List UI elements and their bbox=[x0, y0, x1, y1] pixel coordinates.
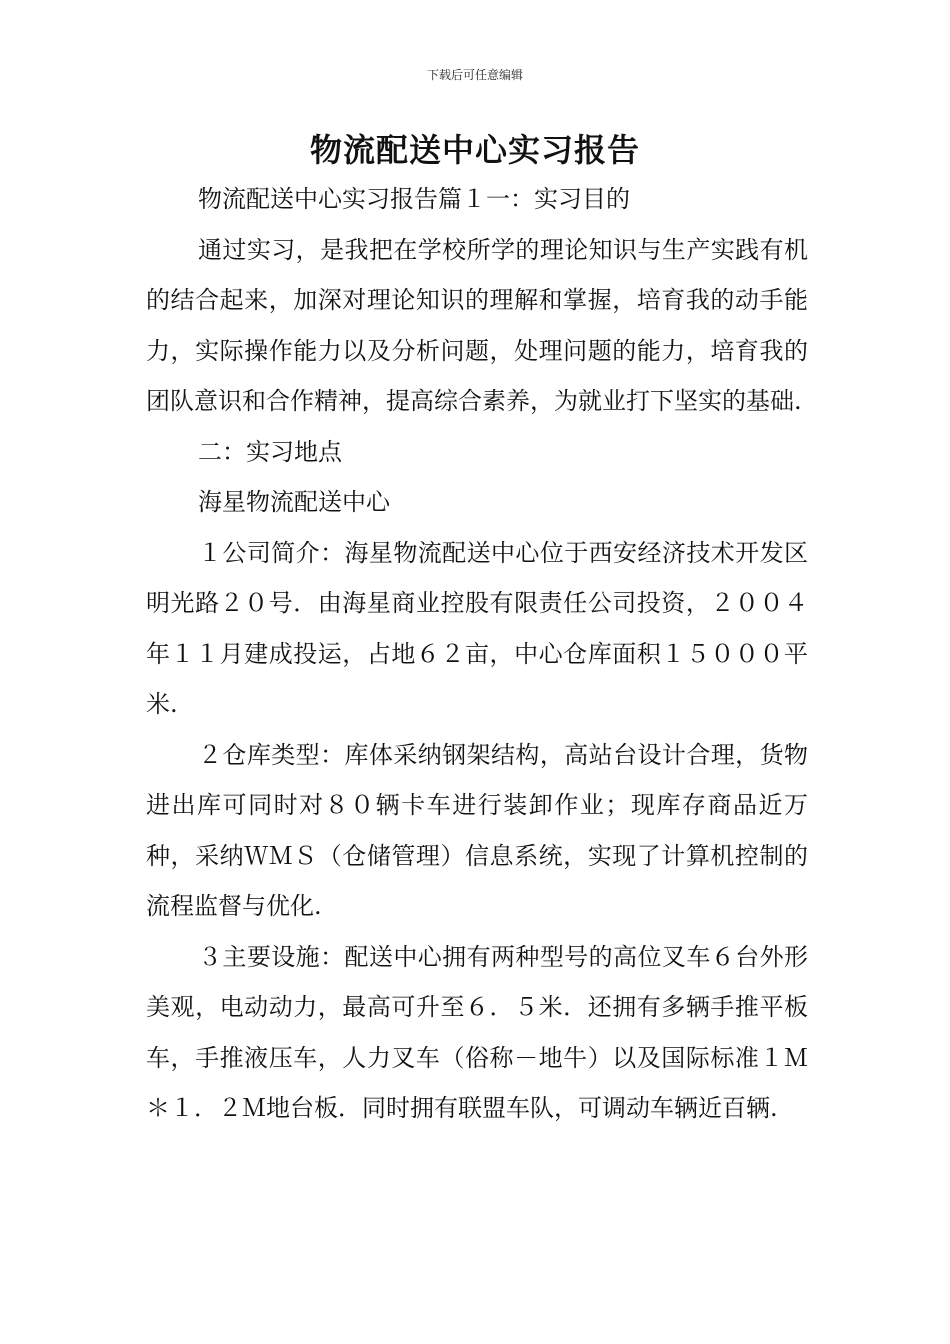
paragraph-warehouse-type: ２仓库类型：库体采纳钢架结构，高站台设计合理，货物进出库可同时对８０辆卡车进行装卸作业；现库存商品近万种，采纳ＷＭＳ（仓储管理）信息系统，实现了计算机控制的流程监督与优化. bbox=[146, 740, 808, 920]
section-heading-purpose: 物流配送中心实习报告篇１一：实习目的 bbox=[198, 185, 630, 213]
paragraph-purpose: 通过实习，是我把在学校所学的理论知识与生产实践有机的结合起来，加深对理论知识的理解和掌握，培育我的动手能力，实际操作能力以及分析问题，处理问题的能力，培育我的团队意识和合作精神，提高综合素养，为就业打下坚实的基础. bbox=[146, 235, 808, 415]
section-heading-location: 二：实习地点 bbox=[198, 437, 342, 466]
paragraph-main-facilities: ３主要设施：配送中心拥有两种型号的高位叉车６台外形美观，电动动力，最高可升至６．５米．还拥有多辆手推平板车，手推液压车，人力叉车（俗称－地牛）以及国际标准１Ｍ＊１．２Ｍ地台板．同时拥有联盟车队，可调动车辆近百辆. bbox=[146, 942, 808, 1122]
paragraph-company-intro: １公司简介：海星物流配送中心位于西安经济技术开发区明光路２０号．由海星商业控股有限责任公司投资，２００４年１１月建成投运，占地６２亩，中心仓库面积１５０００平米. bbox=[146, 538, 808, 718]
page-title: 物流配送中心实习报告 bbox=[309, 131, 640, 169]
header-note: 下载后可任意编辑 bbox=[426, 68, 523, 82]
document-body bbox=[146, 174, 808, 1134]
paragraph-location-name: 海星物流配送中心 bbox=[198, 488, 390, 516]
